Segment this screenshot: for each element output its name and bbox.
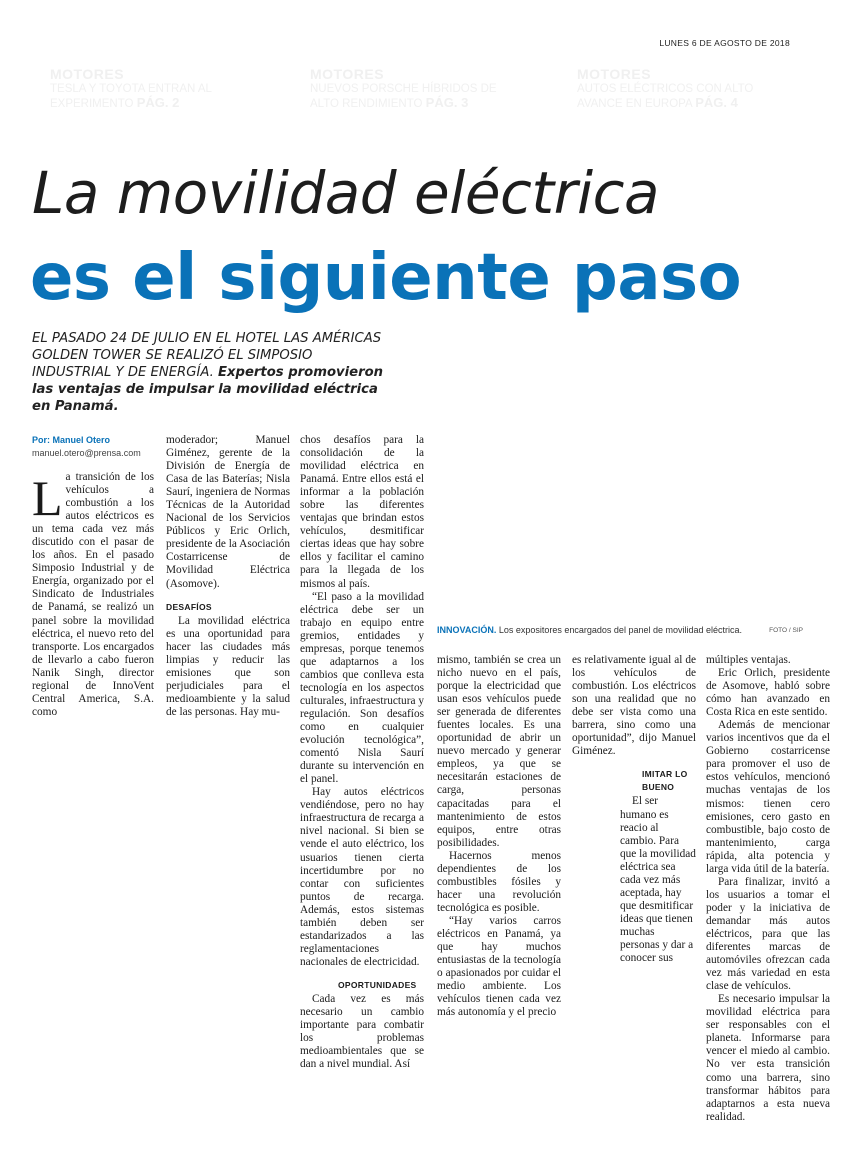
paragraph: Hay autos eléctricos vendiéndose, pero no hay infraestructura de recarga a nivel nacional. Si bien se vende el auto eléctrico, los usuarios tienen cierta incertidumbre por no contar con suficientes puntos de recarga. Además, estos sistemas también deben ser estandarizados a las reglamentaciones nacionales de electricidad. bbox=[300, 786, 424, 968]
teaser-page: PÁG. 4 bbox=[695, 95, 738, 110]
subheading-imitar: IMITAR LO BUENO bbox=[642, 769, 688, 793]
teaser-text: AUTOS ELÉCTRICOS CON ALTO AVANCE EN EUROPA bbox=[577, 83, 754, 110]
paragraph: “El paso a la movilidad eléctrica debe ser un trabajo en equipo entre gremios, entidades y empresas, porque tenemos que adaptarnos a los cambios que conlleva esta tecnología en los aspectos culturales, infraestructura y regulación. Son desafíos como en cualquier evolución tecnológica”, comentó Nisla Saurí durante su intervención en el panel. bbox=[300, 590, 424, 786]
paragraph: moderador; Manuel Giménez, gerente de la División de Energía de Casa de las Baterías; Nisla Saurí, ingeniera de Normas Técnicas de la Autoridad Nacional de los Servicios Públicos y Eric Orlich, presidente de la Asociación Costarricense de Movilidad Eléctrica (Asomove). bbox=[166, 434, 290, 590]
headline-line-2: es el siguiente paso bbox=[30, 241, 742, 315]
article-column-5 bbox=[572, 654, 696, 965]
teaser-kicker: MOTORES bbox=[50, 66, 125, 82]
article-deck bbox=[32, 330, 392, 415]
photo-caption bbox=[437, 625, 803, 635]
paragraph: El ser humano es reacio al cambio. Para que la movilidad eléctrica sea cada vez más aceptada, hay que desmitificar ideas que tienen muchas personas y dar a conocer sus bbox=[620, 795, 696, 965]
author-name: Por: Manuel Otero bbox=[32, 435, 111, 445]
paragraph: Eric Orlich, presidente de Asomove, habló sobre cómo han avanzado en Costa Rica en este sentido. bbox=[706, 667, 830, 719]
teaser-text: NUEVOS PORSCHE HÍBRIDOS DE ALTO RENDIMIENTO bbox=[310, 83, 497, 110]
caption-text: Los expositores encargados del panel de movilidad eléctrica. bbox=[498, 625, 743, 635]
deck-normal: EL PASADO 24 DE JULIO EN EL HOTEL LAS AMÉRICAS GOLDEN TOWER SE REALIZÓ EL SIMPOSIO INDUSTRIAL Y DE ENERGÍA. bbox=[32, 331, 382, 380]
paragraph: es relativamente igual al de los vehículos de combustión. Los eléctricos son una realidad que no debe ser vista como una barrera, sino como una oportunidad”, dijo Manuel Giménez. bbox=[572, 654, 696, 758]
photo-credit: FOTO / SIP bbox=[769, 627, 803, 634]
article-column-3 bbox=[300, 434, 424, 1071]
paragraph: La movilidad eléctrica es una oportunidad para hacer las ciudades más limpias y reducir las emisiones que son perjudiciales para el medioambiente y la salud de las personas. Hay mu- bbox=[166, 614, 290, 718]
paragraph: múltiples ventajas. bbox=[706, 654, 791, 666]
paragraph: “Hay varios carros eléctricos en Panamá, ya que hay muchos entusiastas de la tecnología o apasionados por cuidar el medio ambiente. Los vehículos tienen cada vez más autonomía y el precio bbox=[437, 914, 561, 1019]
paragraph: Hacernos menos dependientes de los combustibles fósiles y hacer una revolución tecnológica es posible. bbox=[437, 849, 561, 914]
teaser-1[interactable] bbox=[50, 66, 260, 111]
paragraph: Además de mencionar varios incentivos que da el Gobierno costarricense para promover el uso de estos vehículos, mencionó muchas ventajas de los mismos: tienen cero emisiones, cero gasto en combustible, bajo costo de mantenimiento, carga rápida, alta potencia y larga vida útil de la batería. bbox=[706, 719, 830, 875]
paragraph: a transición de los vehículos a combustión a los autos eléctricos es un tema cada vez más discutido con el pasar de los años. En el pasado Simposio Industrial y de Energía, organizado por el Sindicato de Industriales de Panamá, se realizó un panel sobre la movilidad eléctrica, el nuevo reto del transporte. Los encargados de llevarlo a cabo fueron Nanik Singh, director regional de InnoVent Central America, S.A. como bbox=[32, 471, 154, 718]
paragraph: chos desafíos para la consolidación de la movilidad eléctrica en Panamá. Entre ellos está el informar a la población sobre las diferentes ventajas que brindan estos vehículos, desmitificar ciertas ideas que hay sobre ellos y facilitar el camino para la llegada de los mismos al país. bbox=[300, 434, 424, 590]
byline bbox=[32, 434, 141, 460]
subheading-oportunidades: OPORTUNIDADES bbox=[338, 979, 417, 990]
paragraph: mismo, también se crea un nicho nuevo en el país, porque la electricidad que usan esos vehículos puede ser generada de diferentes fuentes locales. Es una oportunidad de abrir un nuevo mercado y generar empleos, ya que se necesitarán estaciones de carga, personas capacitadas para el mantenimiento de estos equipos, entre otras posibilidades. bbox=[437, 654, 561, 849]
article-column-6 bbox=[706, 654, 830, 1124]
deck-bold: Expertos promovieron las ventajas de impulsar la movilidad eléctrica en Panamá. bbox=[32, 365, 384, 414]
subheading-desafios: DESAFÍOS bbox=[166, 601, 212, 612]
author-email[interactable]: manuel.otero@prensa.com bbox=[32, 448, 141, 458]
article-column-1 bbox=[32, 471, 154, 719]
teaser-page: PÁG. 2 bbox=[136, 95, 180, 110]
caption-label: INNOVACIÓN. bbox=[437, 625, 497, 635]
teaser-2[interactable] bbox=[310, 66, 520, 111]
paragraph: Cada vez es más necesario un cambio importante para combatir los problemas medioambientales que se dan a nivel mundial. Así bbox=[300, 992, 424, 1071]
teaser-text: TESLA Y TOYOTA ENTRAN AL EXPERIMENTO bbox=[50, 83, 212, 110]
issue-date: LUNES 6 DE AGOSTO DE 2018 bbox=[659, 38, 790, 48]
article-column-2 bbox=[166, 434, 290, 719]
article-column-4 bbox=[437, 654, 561, 1019]
headline-line-1: La movilidad eléctrica bbox=[32, 159, 660, 227]
teaser-page: PÁG. 3 bbox=[425, 95, 469, 110]
teaser-kicker: MOTORES bbox=[310, 66, 385, 82]
teaser-kicker: MOTORES bbox=[577, 66, 652, 82]
teaser-3[interactable] bbox=[577, 66, 797, 111]
paragraph: Es necesario impulsar la movilidad eléctrica para ser responsables con el planeta. Informarse para vencer el miedo al cambio. No ver esta transición como una barrera, sino transformar hábitos para adaptarnos a esta nueva realidad. bbox=[706, 993, 830, 1123]
drop-cap: L bbox=[32, 470, 63, 526]
paragraph: Para finalizar, invitó a los usuarios a tomar el poder y la iniciativa de demandar más autos eléctricos, para que las diferentes marcas de automóviles ofrezcan cada vez más variedad en esta clase de vehículos. bbox=[706, 875, 830, 993]
